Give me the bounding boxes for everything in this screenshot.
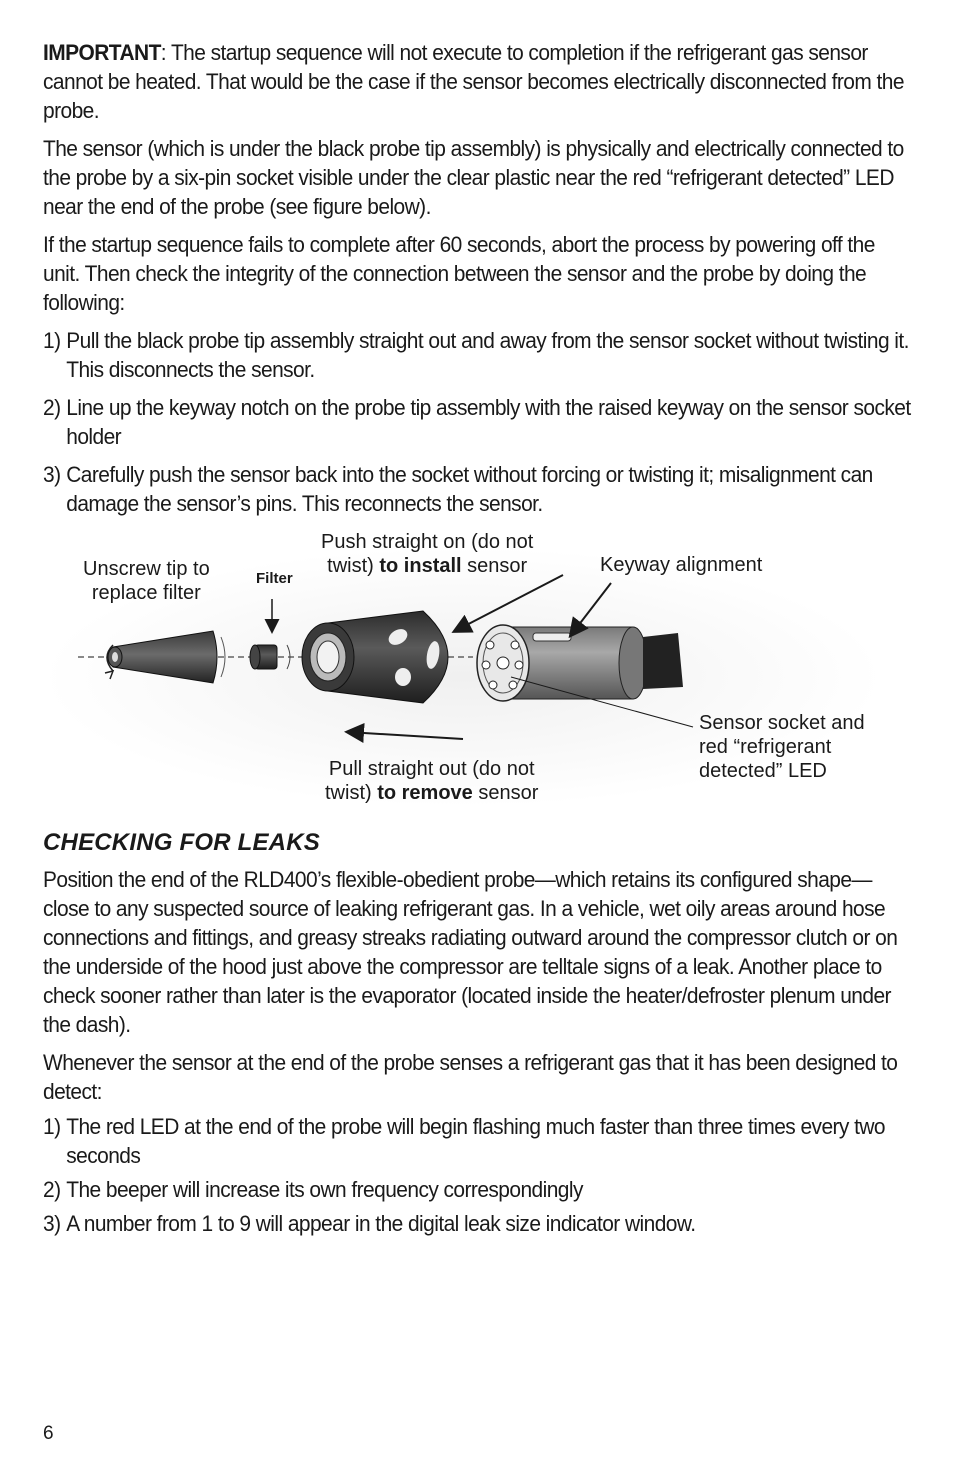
filter-label: Filter — [256, 570, 293, 587]
detect-step-number: 3) — [43, 1211, 61, 1236]
socket-label — [699, 711, 865, 783]
detect-step-number: 2) — [43, 1177, 61, 1202]
step-item — [43, 393, 913, 451]
whenever-paragraph: Whenever the sensor at the end of the probe senses a refrigerant gas that it has been designed to detect: — [43, 1050, 898, 1104]
install-line-1: Push straight on (do not — [321, 531, 534, 553]
remove-line-2b: to remove — [377, 782, 473, 804]
detect-step-text: A number from 1 to 9 will appear in the digital leak size indicator window. — [66, 1211, 696, 1236]
unscrew-tip-label — [83, 557, 210, 605]
step-text: Pull the black probe tip assembly straight out and away from the sensor socket without twisting it. This disconnects the sensor. — [66, 328, 909, 382]
install-line-2a: twist) — [327, 555, 380, 577]
detect-step-number: 1) — [43, 1114, 61, 1139]
detect-step-item — [43, 1209, 913, 1238]
section-heading: CHECKING FOR LEAKS — [43, 829, 320, 856]
remove-line-1: Pull straight out (do not — [328, 758, 535, 780]
important-label: IMPORTANT — [43, 40, 161, 65]
install-line-2b: to install — [379, 555, 462, 577]
detect-step-text: The red LED at the end of the probe will begin flashing much faster than three times every two seconds — [66, 1114, 885, 1168]
page-number: 6 — [43, 1423, 54, 1444]
step-number: 2) — [43, 395, 61, 420]
unscrew-line-2: replace filter — [91, 582, 201, 604]
remove-line-2a: twist) — [325, 782, 378, 804]
detect-step-text: The beeper will increase its own frequency correspondingly — [66, 1177, 583, 1202]
remove-label — [325, 757, 538, 805]
socket-line-1: Sensor socket and — [699, 712, 865, 734]
unscrew-line-1: Unscrew tip to — [83, 558, 210, 580]
step-number: 1) — [43, 328, 61, 353]
keyway-label: Keyway alignment — [600, 554, 763, 576]
step-text: Line up the keyway notch on the probe tip assembly with the raised keyway on the sensor socket holder — [66, 395, 911, 449]
socket-line-3: detected” LED — [699, 760, 827, 782]
startup-paragraph: If the startup sequence fails to complete after 60 seconds, abort the process by powering off the unit. Then check the integrity of the connection between the sensor and the probe by doing the following: — [43, 232, 875, 315]
manual-page — [43, 38, 913, 1243]
step-number: 3) — [43, 462, 61, 487]
step-item — [43, 460, 913, 518]
step-text: Carefully push the sensor back into the socket without forcing or twisting it; misalignment can damage the sensor’s pins. This reconnects the sensor. — [66, 462, 873, 516]
remove-line-2c: sensor — [472, 782, 539, 804]
leaks-paragraph: Position the end of the RLD400’s flexible-obedient probe—which retains its configured shape—close to any suspected source of leaking refrigerant gas. In a vehicle, wet oily areas around hose connections and fittings, and greasy streaks radiating outward around the compressor clutch or on the underside of the hood just above the compressor are telltale signs of a leak. Another place to check sooner rather than later is the evaporator (located inside the heater/defroster plenum under the dash). — [43, 867, 898, 1037]
install-label — [321, 530, 533, 578]
sensor-assembly-figure — [43, 527, 913, 817]
detect-step-item — [43, 1175, 913, 1204]
important-note — [43, 38, 913, 125]
important-text: : The startup sequence will not execute to completion if the refrigerant gas sensor cannot be heated. That would be the case if the sensor becomes electrically disconnected from the probe. — [43, 40, 904, 123]
socket-line-2: red “refrigerant — [699, 736, 832, 758]
detect-step-item — [43, 1112, 913, 1170]
sensor-paragraph: The sensor (which is under the black probe tip assembly) is physically and electrically connected to the probe by a six-pin socket visible under the clear plastic near the red “refrigerant detected” LED near the end of the probe (see figure below). — [43, 136, 904, 219]
install-line-2c: sensor — [461, 555, 528, 577]
step-item — [43, 326, 913, 384]
